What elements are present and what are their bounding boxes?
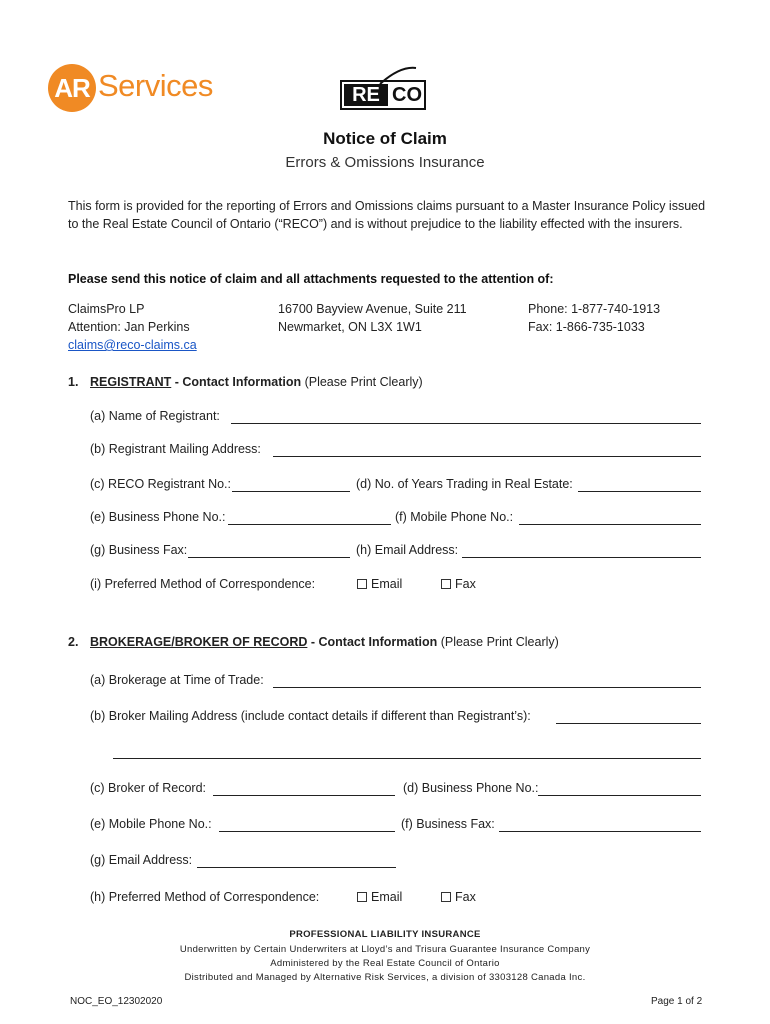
broker-fax-option-label: Fax: [455, 890, 476, 904]
email-checkbox[interactable]: [357, 579, 367, 589]
section1-subtitle: - Contact Information: [171, 375, 302, 389]
broker-business-phone-field[interactable]: [538, 795, 701, 796]
years-trading-field[interactable]: [578, 491, 701, 492]
broker-mobile-phone-field[interactable]: [219, 831, 395, 832]
broker-of-record-label: (c) Broker of Record:: [90, 781, 207, 795]
contact-company: ClaimsPro LP: [68, 302, 145, 316]
contact-address-line2: Newmarket, ON L3X 1W1: [278, 320, 422, 334]
reco-logo: [340, 66, 430, 114]
ar-logo-wordmark: Services: [98, 68, 213, 103]
broker-business-fax-field[interactable]: [499, 831, 701, 832]
broker-correspondence-fax-option[interactable]: [441, 890, 476, 904]
broker-business-phone-label: (d) Business Phone No.:: [403, 781, 539, 795]
footer-administered: Administered by the Real Estate Council of Ontario: [270, 958, 500, 969]
business-phone-label: (e) Business Phone No.:: [90, 510, 226, 524]
contact-phone-column: [528, 300, 660, 336]
contact-address-column: [278, 300, 467, 336]
broker-address-field[interactable]: [556, 723, 701, 724]
email-address-field[interactable]: [462, 557, 701, 558]
broker-business-fax-label: (f) Business Fax:: [401, 817, 495, 831]
broker-mobile-phone-label: (e) Mobile Phone No.:: [90, 817, 212, 831]
brokerage-field[interactable]: [273, 687, 701, 688]
broker-address-field-line2[interactable]: [113, 758, 701, 759]
contact-address-line1: 16700 Bayview Avenue, Suite 211: [278, 302, 467, 316]
section2-subtitle: - Contact Information: [307, 635, 438, 649]
intro-paragraph: This form is provided for the reporting of Errors and Omissions claims pursuant to a Master Insurance Policy issued to the Real Estate Council of Ontario (“RECO”) and is without prejudice to the liability effected with the insurers.: [68, 199, 706, 231]
reco-logo-co: CO: [392, 84, 422, 106]
business-fax-label: (g) Business Fax:: [90, 543, 188, 557]
years-trading-label: (d) No. of Years Trading in Real Estate:: [356, 477, 573, 491]
broker-email-label: (g) Email Address:: [90, 853, 193, 867]
reco-registrant-no-label: (c) RECO Registrant No.:: [90, 477, 232, 491]
correspondence-email-option[interactable]: [357, 577, 402, 591]
registrant-name-label: (a) Name of Registrant:: [90, 409, 220, 423]
page-subtitle: Errors & Omissions Insurance: [285, 154, 485, 171]
reco-logo-box: [340, 80, 426, 110]
section1-note: (Please Print Clearly): [301, 375, 423, 389]
ar-services-logo: [48, 64, 218, 114]
section2-number: 2.: [68, 635, 79, 649]
section2-note: (Please Print Clearly): [437, 635, 559, 649]
broker-address-label: (b) Broker Mailing Address (include contact details if different than Registrant’s):: [90, 709, 531, 723]
contact-fax: Fax: 1-866-735-1033: [528, 320, 645, 334]
correspondence-fax-option[interactable]: [441, 577, 476, 591]
registrant-address-field[interactable]: [273, 456, 701, 457]
correspondence-label: (i) Preferred Method of Correspondence:: [90, 577, 316, 591]
document-code: NOC_EO_12302020: [70, 996, 163, 1007]
brokerage-label: (a) Brokerage at Time of Trade:: [90, 673, 264, 687]
footer-heading: PROFESSIONAL LIABILITY INSURANCE: [289, 929, 481, 940]
section1-title: REGISTRANT: [90, 375, 172, 389]
fax-checkbox[interactable]: [441, 579, 451, 589]
page-number: Page 1 of 2: [651, 996, 703, 1007]
contact-attention: Attention: Jan Perkins: [68, 320, 190, 334]
broker-email-field[interactable]: [197, 867, 396, 868]
send-notice-heading: Please send this notice of claim and all attachments requested to the attention of:: [68, 272, 554, 286]
ar-logo-mark: AR: [48, 64, 96, 112]
business-phone-field[interactable]: [228, 524, 391, 525]
section2-heading: [68, 635, 559, 649]
reco-registrant-no-field[interactable]: [232, 491, 350, 492]
contact-name-column: [68, 300, 197, 354]
broker-email-checkbox[interactable]: [357, 892, 367, 902]
broker-email-option-label: Email: [371, 890, 403, 904]
registrant-name-field[interactable]: [231, 423, 701, 424]
footer-underwriters: Underwritten by Certain Underwriters at Lloyd’s and Trisura Guarantee Insurance Company: [179, 944, 591, 955]
page-title: Notice of Claim: [323, 129, 447, 148]
contact-email-link[interactable]: claims@reco-claims.ca: [68, 338, 197, 352]
fax-option-label: Fax: [455, 577, 476, 591]
registrant-address-label: (b) Registrant Mailing Address:: [90, 442, 261, 456]
section1-heading: [68, 375, 423, 389]
mobile-phone-label: (f) Mobile Phone No.:: [395, 510, 514, 524]
broker-of-record-field[interactable]: [213, 795, 395, 796]
business-fax-field[interactable]: [188, 557, 350, 558]
email-option-label: Email: [371, 577, 403, 591]
broker-correspondence-label: (h) Preferred Method of Correspondence:: [90, 890, 320, 904]
contact-phone: Phone: 1-877-740-1913: [528, 302, 661, 316]
broker-correspondence-email-option[interactable]: [357, 890, 402, 904]
email-address-label: (h) Email Address:: [356, 543, 459, 557]
reco-logo-re: RE: [344, 84, 388, 106]
section1-number: 1.: [68, 375, 79, 389]
broker-fax-checkbox[interactable]: [441, 892, 451, 902]
footer-distributed: Distributed and Managed by Alternative Risk Services, a division of 3303128 Canada Inc.: [184, 972, 586, 983]
section2-title: BROKERAGE/BROKER OF RECORD: [90, 635, 308, 649]
mobile-phone-field[interactable]: [519, 524, 701, 525]
